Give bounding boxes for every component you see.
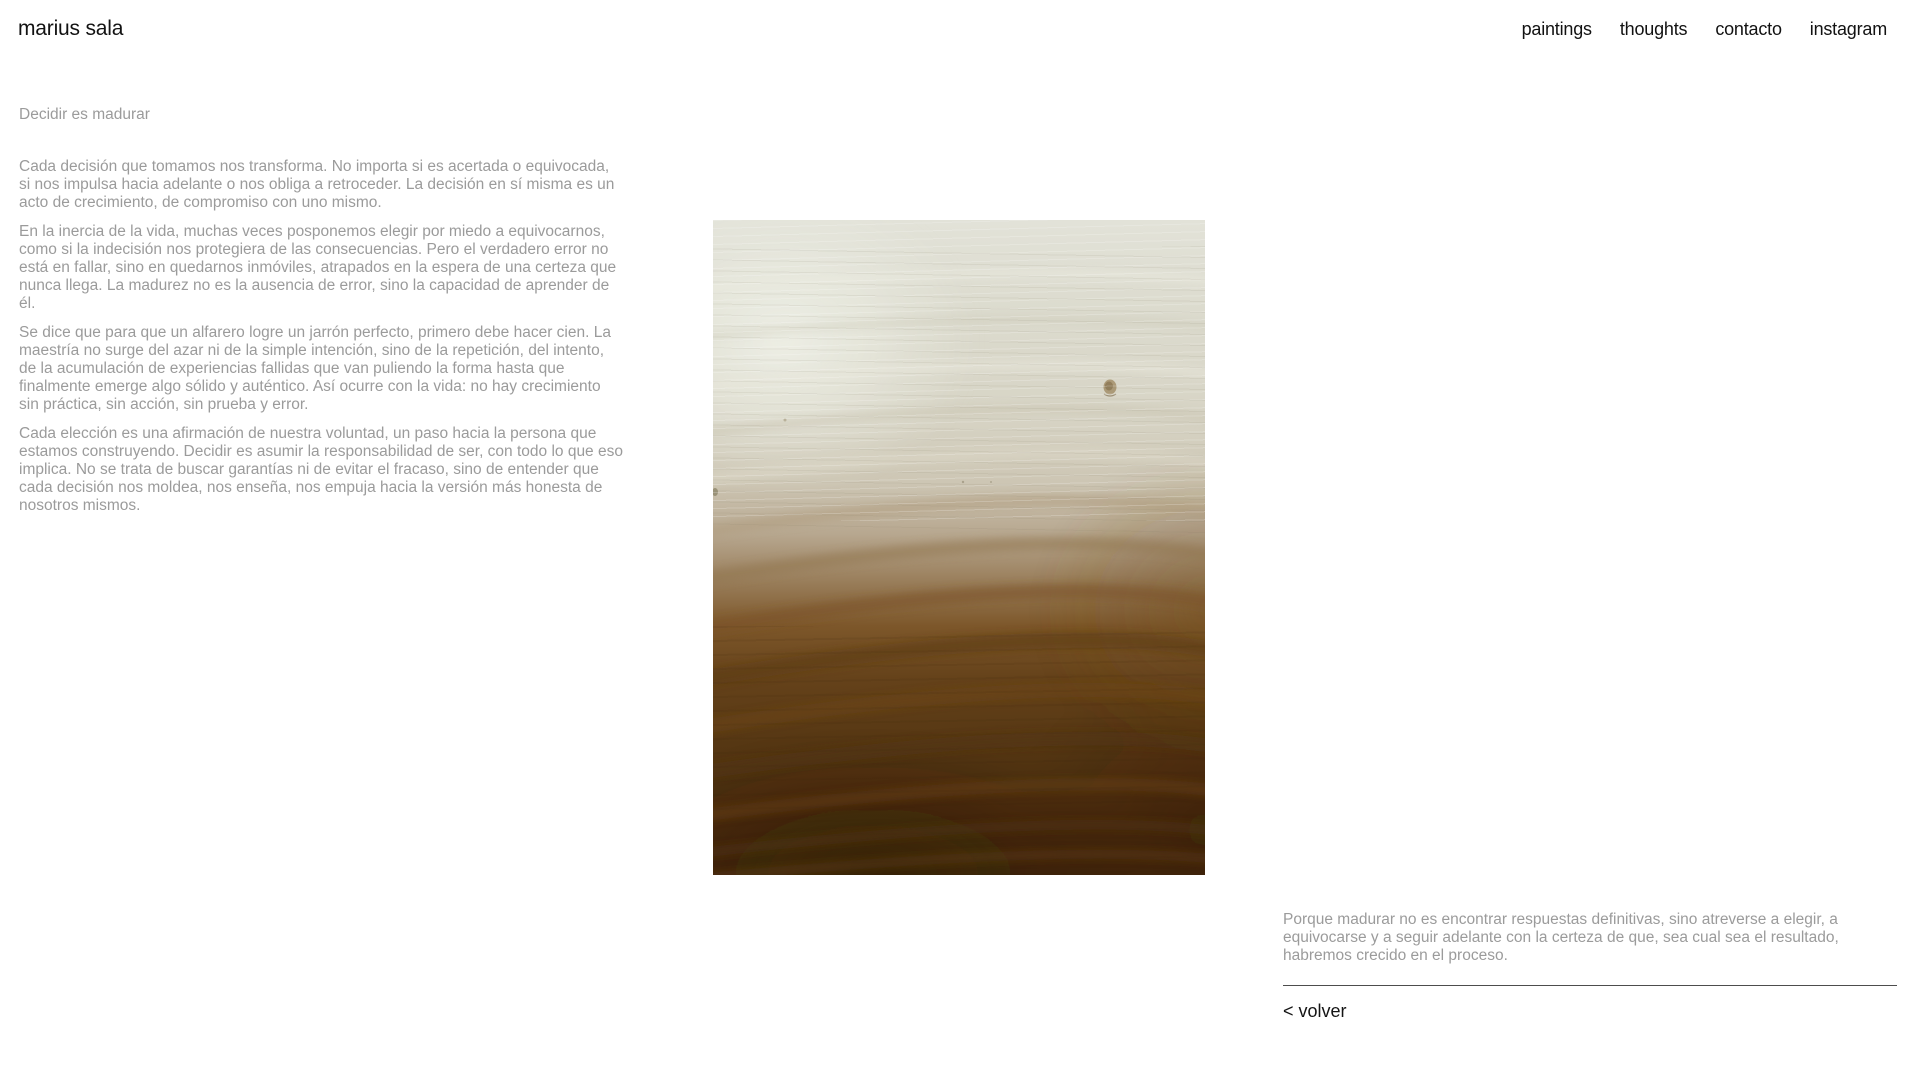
essay-text bbox=[19, 158, 624, 526]
main-nav bbox=[1522, 19, 1887, 40]
closing-block bbox=[1283, 911, 1897, 1022]
nav-item-instagram[interactable]: instagram bbox=[1809, 19, 1887, 39]
essay-paragraph-1: Cada decisión que tomamos nos transforma. No importa si es acertada o equivocada, si nos impulsa hacia adelante o nos obliga a retroceder. La decisión en sí misma es un acto de crecimiento, de compromiso con uno mismo. bbox=[19, 158, 615, 211]
brand-link[interactable]: marius sala bbox=[18, 17, 124, 40]
essay-paragraph-3: Se dice que para que un alfarero logre un jarrón perfecto, primero debe hacer cien. La maestría no surge del azar ni de la simple intención, sino de la repetición, del intento, de la acumulación de experiencias fallidas que van puliendo la forma hasta que finalmente emerge algo sólido y auténtico. Así ocurre con la vida: no hay crecimiento sin práctica, sin acción, sin prueba y error. bbox=[19, 324, 611, 413]
essay-paragraph-2: En la inercia de la vida, muchas veces posponemos elegir por miedo a equivocarnos, como si la indecisión nos protegiera de las consecuencias. Pero el verdadero error no está en fallar, sino en quedarnos inmóviles, atrapados en la espera de una certeza que nunca llega. La madurez no es la ausencia de error, sino la capacidad de aprender de él. bbox=[19, 223, 617, 312]
artwork-photo-render bbox=[713, 220, 1205, 875]
page-title: Decidir es madurar bbox=[19, 106, 150, 123]
nav-item-paintings[interactable]: paintings bbox=[1521, 19, 1592, 39]
nav-item-contacto[interactable]: contacto bbox=[1715, 19, 1782, 39]
artwork-photo bbox=[713, 220, 1205, 875]
closing-paragraph: Porque madurar no es encontrar respuestas definitivas, sino atreverse a elegir, a equivocarse y a seguir adelante con la certeza de que, sea cual sea el resultado, habremos crecido en el proceso. bbox=[1283, 911, 1839, 964]
essay-paragraph-4: Cada elección es una afirmación de nuestra voluntad, un paso hacia la persona que estamos construyendo. Decidir es asumir la responsabilidad de ser, con todo lo que eso implica. No se trata de buscar garantías ni de evitar el fracaso, sino de entender que cada decisión nos moldea, nos enseña, nos empuja hacia la versión más honesta de nosotros mismos. bbox=[19, 425, 623, 514]
divider-line bbox=[1283, 985, 1897, 986]
back-link[interactable]: < volver bbox=[1283, 1001, 1347, 1021]
nav-item-thoughts[interactable]: thoughts bbox=[1619, 19, 1688, 39]
site-header bbox=[0, 0, 1920, 41]
